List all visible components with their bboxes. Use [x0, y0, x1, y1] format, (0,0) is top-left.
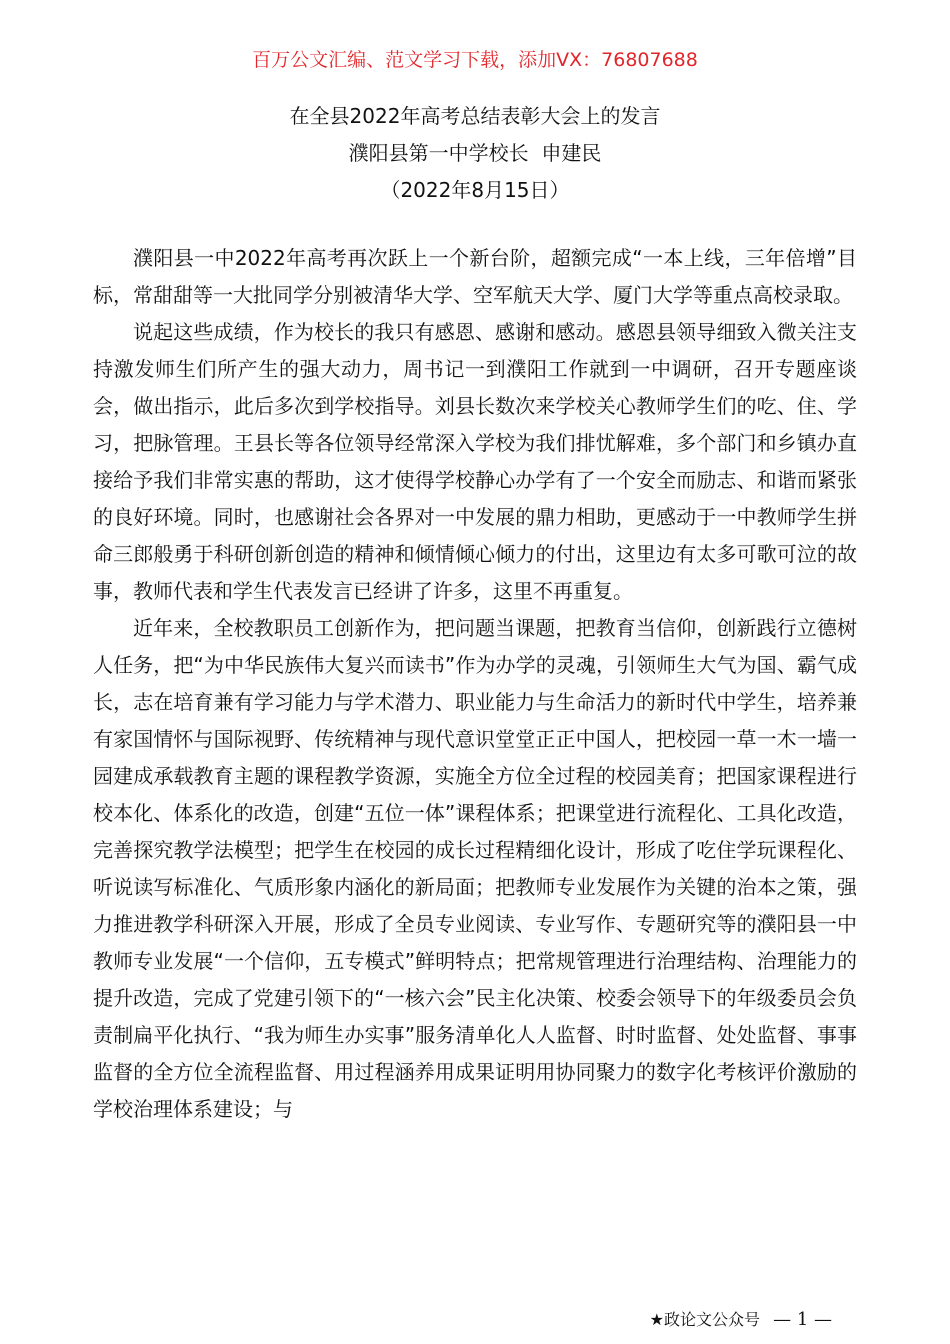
speaker-line: 濮阳县第一中学校长 申建民 — [348, 141, 602, 165]
page-footer — [650, 1308, 832, 1332]
speech-date: （2022年8月15日） — [380, 178, 570, 202]
paragraph: 近年来，全校教职员工创新作为，把问题当课题，把教育当信仰，创新践行立德树人任务，把“为中华民族伟大复兴而读书”作为办学的灵魂，引领师生大气为国、霸气成长，志在培育兼有学习能力与学术潜力、职业能力与生命活力的新时代中学生，培养兼有家国情怀与国际视野、传统精神与现代意识堂堂正正中国人，把校园一草一木一墙一园建成承载教育主题的课程教学资源，实施全方位全过程的校园美育；把国家课程进行校本化、体系化的改造，创建“五位一体”课程体系；把课堂进行流程化、工具化改造，完善探究教学法模型；把学生在校园的成长过程精细化设计，形成了吃住学玩课程化、听说读写标准化、气质形象内涵化的新局面；把教师专业发展作为关键的治本之策，强力推进教学科研深入开展，形成了全员专业阅读、专业写作、专题研究等的濮阳县一中教师专业发展“一个信仰，五专模式”鲜明特点；把常规管理进行治理结构、治理能力的提升改造，完成了党建引领下的“一核六会”民主化决策、校委会领导下的年级委员会负责制扁平化执行、“我为师生办实事”服务清单化人人监督、时时监督、处处监督、事事监督的全方位全流程监督、用过程涵养用成果证明用协同聚力的数字化考核评价激励的学校治理体系建设；与 — [93, 616, 857, 1121]
document-title-block — [0, 98, 950, 209]
speech-title: 在全县2022年高考总结表彰大会上的发言 — [289, 104, 661, 128]
paragraph: 说起这些成绩，作为校长的我只有感恩、感谢和感动。感恩县领导细致入微关注支持激发师生们所产生的强大动力，周书记一到濮阳工作就到一中调研，召开专题座谈会，做出指示，此后多次到学校指导。刘县长数次来学校关心教师学生们的吃、住、学习，把脉管理。王县长等各位领导经常深入学校为我们排忧解难，多个部门和乡镇办直接给予我们非常实惠的帮助，这才使得学校静心办学有了一个安全而励志、和谐而紧张的良好环境。同时，也感谢社会各界对一中发展的鼎力相助，更感动于一中教师学生拼命三郎般勇于科研创新创造的精神和倾情倾心倾力的付出，这里边有太多可歌可泣的故事，教师代表和学生代表发言已经讲了许多，这里不再重复。 — [93, 320, 857, 603]
paragraph: 濮阳县一中2022年高考再次跃上一个新台阶，超额完成“一本上线，三年倍增”目标，常甜甜等一大批同学分别被清华大学、空军航天大学、厦门大学等重点高校录取。 — [93, 246, 857, 307]
header-banner: 百万公文汇编、范文学习下载，添加VX：76807688 — [252, 49, 698, 71]
document-body — [93, 240, 857, 1128]
footer-source: ★政论文公众号 — [649, 1310, 760, 1329]
page-number: — 1 — — [773, 1309, 832, 1330]
